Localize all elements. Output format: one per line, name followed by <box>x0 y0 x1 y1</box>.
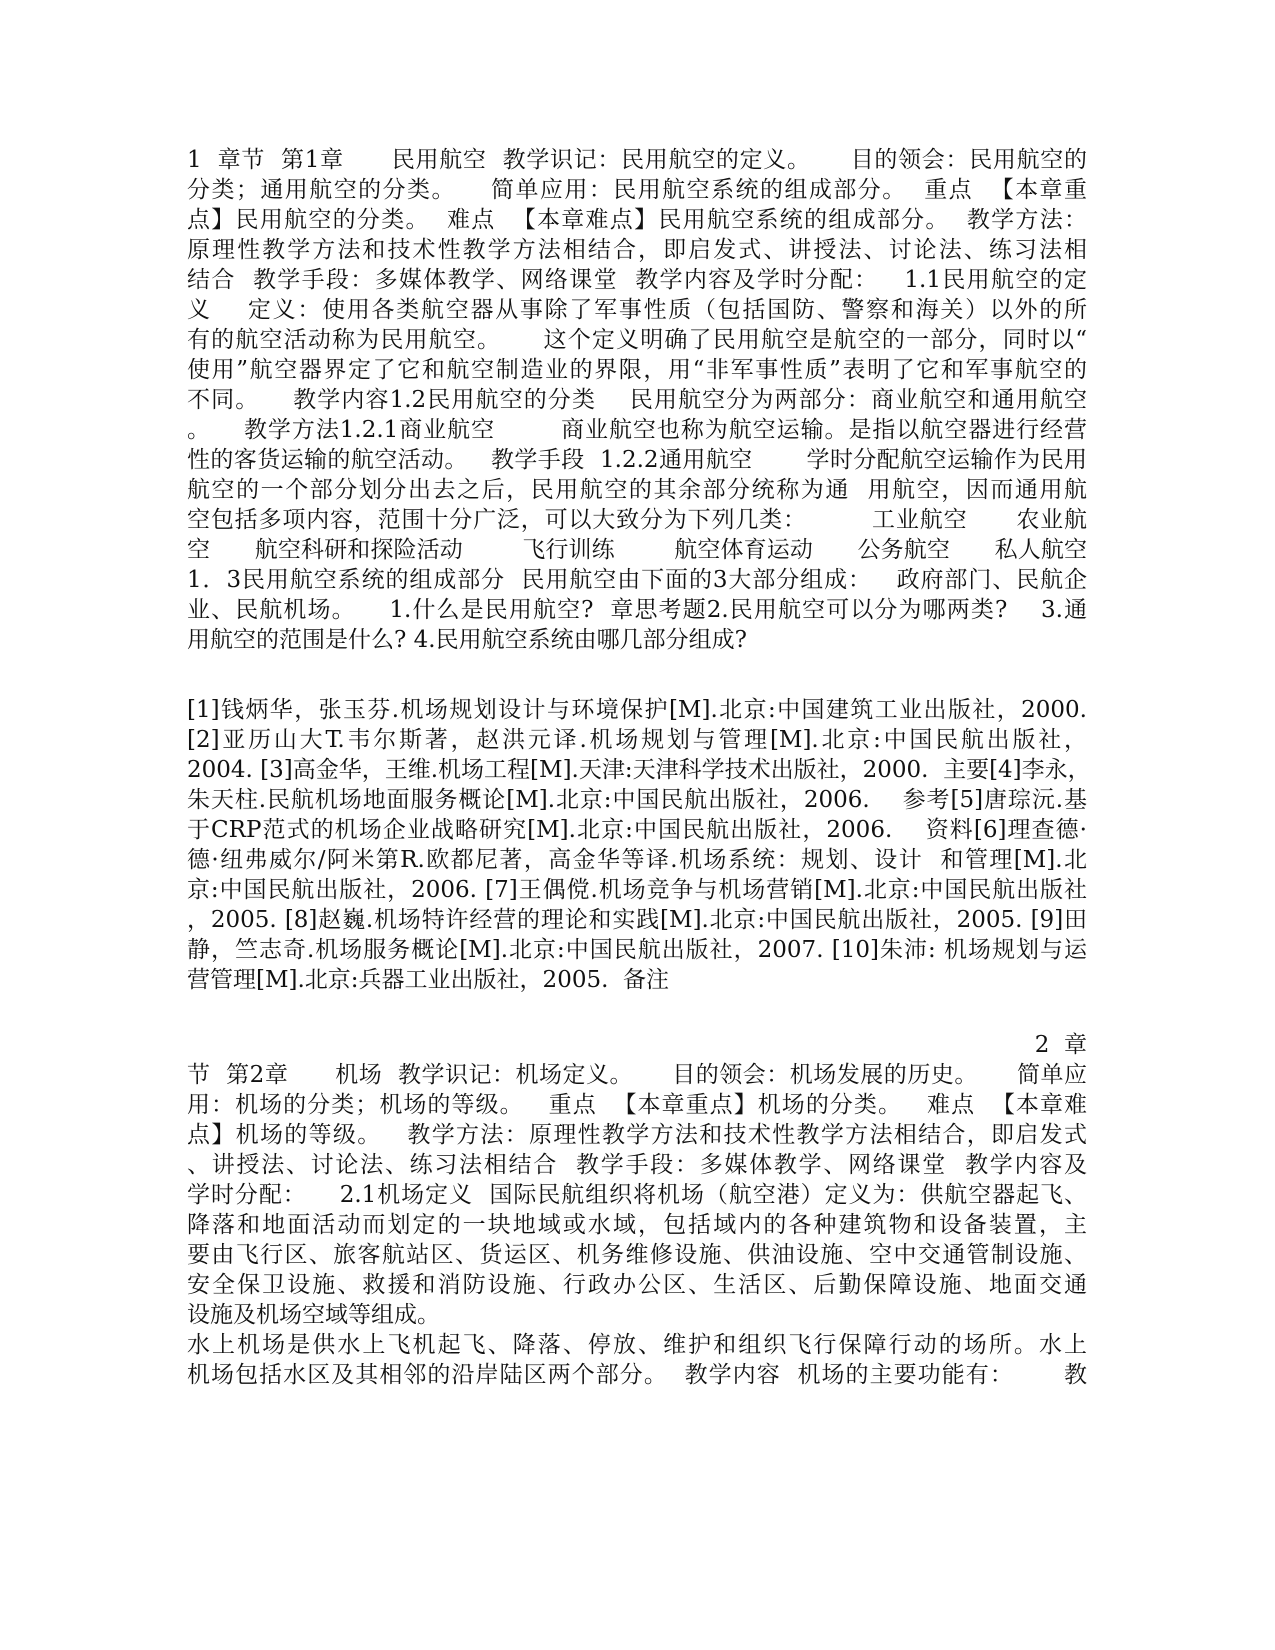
chapter2-line: 水上机场是供水上飞机起飞、降落、停放、维护和组织飞行保障行动的场所。水上 <box>187 1332 1087 1358</box>
chapter1-line: 航空的一个部分划分出去之后，民用航空的其余部分统称为通 用航空，因而通用航 <box>187 477 1087 503</box>
reference-line: 京:中国民航出版社，2006. [7]王偶傥.机场竞争与机场营销[M].北京:中国民航出版社 <box>187 877 1087 903</box>
chapter2-line: 要由飞行区、旅客航站区、货运区、机务维修设施、供油设施、空中交通管制设施、 <box>187 1242 1087 1268</box>
reference-line: 静，竺志奇.机场服务概论[M].北京:中国民航出版社，2007. [10]朱沛: 机场规划与运 <box>187 937 1087 963</box>
chapter1-line: 使用”航空器界定了它和航空制造业的界限，用“非军事性质”表明了它和军事航空的 <box>187 357 1087 383</box>
chapter1-line: 结合 教学手段：多媒体教学、网络课堂 教学内容及学时分配： 1.1民用航空的定 <box>187 267 1087 293</box>
reference-line: [2]亚历山大T.韦尔斯著，赵洪元译.机场规划与管理[M].北京:中国民航出版社， <box>187 727 1087 753</box>
reference-line: ，2005. [8]赵巍.机场特许经营的理论和实践[M].北京:中国民航出版社，2005. [9]田 <box>187 907 1087 933</box>
chapter1-line: 空包括多项内容，范围十分广泛，可以大致分为下列几类： 工业航空 农业航 <box>187 507 1087 533</box>
chapter1-line: 1．3民用航空系统的组成部分 民用航空由下面的3大部分组成： 政府部门、民航企 <box>187 567 1087 593</box>
chapter1-line: 业、民航机场。 1.什么是民用航空? 章思考题2.民用航空可以分为哪两类? 3.通 <box>187 597 1087 623</box>
chapter2-line: 用：机场的分类；机场的等级。 重点 【本章重点】机场的分类。 难点 【本章难 <box>187 1092 1087 1118</box>
chapter1-line: 点】民用航空的分类。 难点 【本章难点】民用航空系统的组成部分。 教学方法： <box>187 207 1087 233</box>
chapter1-line: 1 章节 第1章 民用航空 教学识记：民用航空的定义。 目的领会：民用航空的 <box>187 147 1087 173</box>
chapter2-line: 安全保卫设施、救援和消防设施、行政办公区、生活区、后勤保障设施、地面交通 <box>187 1272 1087 1298</box>
chapter1-line: 空 航空科研和探险活动 飞行训练 航空体育运动 公务航空 私人航空 <box>187 537 1087 563</box>
chapter2-line: 、讲授法、讨论法、练习法相结合 教学手段：多媒体教学、网络课堂 教学内容及 <box>187 1152 1087 1178</box>
reference-line: 2004. [3]高金华，王维.机场工程[M].天津:天津科学技术出版社，2000. 主要[4]李永， <box>187 757 1091 783</box>
reference-line: 朱天柱.民航机场地面服务概论[M].北京:中国民航出版社，2006. 参考[5]唐琮沅.基 <box>187 787 1087 813</box>
chapter2-line: 设施及机场空域等组成。 <box>187 1302 440 1328</box>
reference-line: 德·纽弗威尔/阿米第R.欧都尼著，高金华等译.机场系统：规划、设计 和管理[M].北 <box>187 847 1087 873</box>
chapter2-header: 2 章 <box>1034 1032 1087 1058</box>
chapter1-line: 性的客货运输的航空活动。 教学手段 1.2.2通用航空 学时分配航空运输作为民用 <box>187 447 1087 473</box>
chapter1-line: 原理性教学方法和技术性教学方法相结合，即启发式、讲授法、讨论法、练习法相 <box>187 237 1087 263</box>
chapter1-line: 不同。 教学内容1.2民用航空的分类 民用航空分为两部分：商业航空和通用航空 <box>187 387 1087 413</box>
chapter1-line: 有的航空活动称为民用航空。 这个定义明确了民用航空是航空的一部分，同时以“ <box>187 327 1087 353</box>
chapter2-line: 点】机场的等级。 教学方法：原理性教学方法和技术性教学方法相结合，即启发式 <box>187 1122 1087 1148</box>
chapter2-line: 学时分配： 2.1机场定义 国际民航组织将机场（航空港）定义为：供航空器起飞、 <box>187 1182 1087 1208</box>
chapter1-line: 用航空的范围是什么? 4.民用航空系统由哪几部分组成? <box>187 627 747 653</box>
chapter2-line: 节 第2章 机场 教学识记：机场定义。 目的领会：机场发展的历史。 简单应 <box>187 1062 1087 1088</box>
chapter2-line: 降落和地面活动而划定的一块地域或水域，包括域内的各种建筑物和设备装置，主 <box>187 1212 1087 1238</box>
chapter1-line: 义 定义：使用各类航空器从事除了军事性质（包括国防、警察和海关）以外的所 <box>187 297 1087 323</box>
reference-line: [1]钱炳华，张玉芬.机场规划设计与环境保护[M].北京:中国建筑工业出版社，2000. <box>187 697 1087 723</box>
reference-line: 营管理[M].北京:兵器工业出版社，2005. 备注 <box>187 967 670 993</box>
chapter1-line: 分类；通用航空的分类。 简单应用：民用航空系统的组成部分。 重点 【本章重 <box>187 177 1087 203</box>
reference-line: 于CRP范式的机场企业战略研究[M].北京:中国民航出版社，2006. 资料[6]理查德· <box>187 817 1087 843</box>
chapter2-line: 机场包括水区及其相邻的沿岸陆区两个部分。 教学内容 机场的主要功能有： 教 <box>187 1362 1087 1388</box>
chapter1-line: 。 教学方法1.2.1商业航空 商业航空也称为航空运输。是指以航空器进行经营 <box>187 417 1087 443</box>
